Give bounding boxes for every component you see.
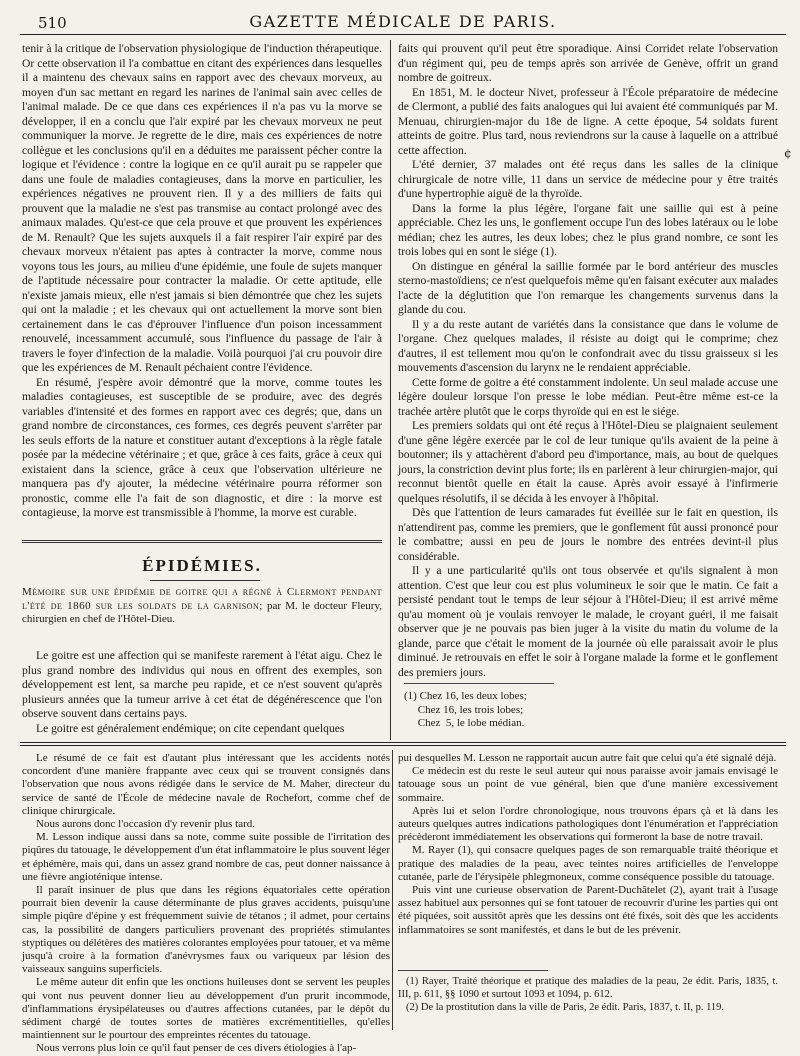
section-rule-top [22, 540, 382, 541]
feuilleton-left-column [22, 752, 390, 1056]
footnote-rule-lower [398, 970, 548, 971]
footnotes-upper [404, 690, 704, 731]
footnote: (2) De la prostitution dans la ville de Paris, 2e édit. Paris, 1837, t. II, p. 119. [406, 1002, 725, 1013]
paragraph: Après lui et selon l'ordre chronologique, nous trouvons épars çà et là dans les auteurs quelques autres indications pathologiques dont l'énumération et l'appréciation précèderont immédiatement les observations qui formeront la base de notre travail. [398, 804, 778, 844]
feuilleton-rule [20, 742, 786, 743]
running-title: GAZETTE MÉDICALE DE PARIS. [249, 12, 557, 31]
footnotes-lower [398, 975, 778, 1014]
paragraph: Il y a du reste autant de variétés dans la consistance que dans le volume de l'organe. Chez quelques malades, il résiste au doigt qui le comprime; chez d'autres, il est tellement mou qu'on le confondrait avec du tissu graisseux si les mouvements d'ascension du larynx ne le rendaient appréciable. [398, 317, 778, 374]
margin-mark: ¢ [784, 146, 792, 160]
paragraph: Il y a une particularité qu'ils ont tous observée et qu'ils signalent à mon attention. C'est que leur cou est plus volumineux le soir que le matin. Ce fait a persisté pendant tout le temps de leur séjour à l'Hôtel-Dieu; il est arrivé même qu'au moment où je voulais renvoyer le malade, le croyant guéri, il me faisait observer que je ne pouvais pas bien juger à la visite du matin du volume de la glande, parce que c'était le moment de la journée où elle paraissait avoir le plus diminué. Je retrouvais en effet le soir à l'organe malade la forme et le gonflement des premiers jours. [398, 564, 778, 679]
paragraph: Le goitre est généralement endémique; on cite cependant quelques [36, 721, 345, 735]
feuilleton-right-column [398, 752, 778, 937]
footnote: (1) Rayer, Traité théorique et pratique des maladies de la peau, 2e édit. Paris, 1835, t. III, p. 611, §§ 1090 et surtout 1093 et 1094, p. 612. [398, 976, 778, 1000]
paragraph: M. Lesson indique aussi dans sa note, comme suite possible de l'irritation des piqûres du tatouage, le développement d'un état inflammatoire le plus souvent léger et éphémère, mais qui, dans un assez grand nombre de cas, peut donner naissance à une fièvre angioténique intense. [22, 831, 390, 883]
paragraph: En 1851, M. le docteur Nivet, professeur à l'École préparatoire de médecine de Clermont, a publié des faits analogues qui lui avaient été communiqués par M. Menuau, chirurgien-major du 18e de ligne. A cette époque, 54 soldats furent atteints de goitre. Plus tard, nous reviendrons sur la cause à laquelle on a attribué cette affection. [398, 85, 778, 157]
left-column [22, 42, 382, 521]
paragraph: Nous verrons plus loin ce qu'il faut penser de ces divers étiologies à l'ap- [36, 1042, 357, 1055]
column-divider [390, 40, 391, 740]
paragraph: faits qui prouvent qu'il peut être sporadique. Ainsi Corridet relate l'observation d'un régiment qui, peu de temps après son arrivée de Genève, offrit un grand nombre de goitreux. [398, 42, 778, 84]
paragraph: tenir à la critique de l'observation physiologique de l'induction thérapeutique. Or cette observation il l'a combattue en citant des expériences dans lesquelles il a maintenu des chevaux sains en rapport avec des chevaux morveux, au moyen d'un sac mettant en regard les narines de l'animal sain avec celles de l'animal malade. De ce que dans ces expériences il n'a pas vu la morve se développer, il en a conclu que l'air expiré par les chevaux morveux ne peut communiquer la morve. Je regrette de le dire, mais ces expériences de notre collègue et les conclusions qu'il en a déduites me paraissent pécher contre la logique et l'évidence : contre la logique en ce qu'il aurait pu se rappeler que dans une foule de maladies contagieuses, dans la morve en particulier, les expériences négatives ne prouvent rien. Il y a des milliers de faits qui prouvent que la maladie ne s'est pas transmise au contact prolongé avec des animaux malades. Qu'est-ce que cela prouve et que prouvent les expériences de M. Renault? Que les sujets auxquels il a fait respirer l'air expiré par des chevaux morveux n'étaient pas aptes à contracter la morve, comme nous voyons tous les jours, au milieu d'une épidémie, une foule de sujets manquer de l'aptitude nécessaire pour contracter la maladie. Or cette aptitude, elle n'existe jamais mieux, elle n'est jamais si bien démontrée que chez les sujets qui ont la maladie ; et les chevaux qui ont actuellement la morve sont bien certainement dans le cas d'éprouver l'influence d'un poison incessamment renouvelé, incessamment accumulé, sous l'influence du passage de l'air à travers le foyer d'infection de la maladie. Voilà pourquoi j'ai cru pouvoir dire que les expériences de M. Renault péchaient contre l'évidence. [22, 42, 382, 374]
page-header [20, 8, 786, 35]
memoir-title-caps: Mémoire sur une épidémie de goitre qui a régné à Clermont pendant l'été de 1860 sur les soldats de la garnison; [22, 586, 382, 612]
section-rule-top-2 [22, 542, 382, 543]
page-number: 510 [38, 14, 67, 32]
paragraph: Le goitre est une affection qui se manifeste rarement à l'état aigu. Chez le plus grand nombre des individus qui nous en offrent des exemples, son développement est lent, sa marche peu rapide, et ce n'est souvent qu'après plusieurs années que la tumeur arrive à cet état de dégénérescence que l'on observe souvent dans certains pays. [22, 649, 382, 720]
paragraph: Puis vint une curieuse observation de Parent-Duchâtelet (2), ayant trait à l'usage assez habituel aux personnes qui se font tatouer de recouvrir d'urine les parties qui ont été piquées, soit aussitôt après que les dessins ont été fixés, soit dès que les accidents inflammatoires se sont manifestés, et dans le but de les prévenir. [398, 884, 778, 936]
paragraph: Les premiers soldats qui ont été reçus à l'Hôtel-Dieu se plaignaient seulement d'une gêne légère exercée par le col de leur tunique qu'ils avaient de la peine à boutonner; ils y attachèrent d'abord peu d'importance, mais, au bout de quelques jours, la constriction devint plus forte; ils en parlèrent à leur chirurgien-major, qui reconnut bientôt quelle en était la cause. Après avoir essayé à l'infirmerie quelques résolutifs, il se décida à les envoyer à l'hôpital. [398, 419, 778, 505]
footnote-line: Chez 16, les trois lobes; [404, 703, 524, 716]
paragraph: Nous aurons donc l'occasion d'y revenir plus tard. [36, 818, 256, 831]
paragraph: M. Rayer (1), qui consacre quelques pages de son remarquable traité théorique et pratique des maladies de la peau, avec teintes noires artificielles de l'enveloppe cutanée, parle de l'érysipèle phlegmoneux, comme conséquence possible du tatouage. [398, 844, 778, 883]
feuilleton-rule-2 [20, 745, 786, 746]
paragraph: Ce médecin est du reste le seul auteur qui nous paraisse avoir jamais envisagé le tatouage sous un point de vue général, bien que d'une manière excessivement sommaire. [398, 765, 778, 804]
paragraph: Dans la forme la plus légère, l'organe fait une saillie qui est à peine appréciable. Chez les uns, le gonflement occupe l'un des lobes latéraux ou le lobe médian; chez les autres, les deux lobes; chez le plus grand nombre, ce sont les trois lobes qui en sont le siége (1). [398, 201, 778, 258]
memoir-title [22, 586, 382, 627]
paragraph: Cette forme de goitre a été constamment indolente. Un seul malade accuse une légère douleur lorsque l'on presse le lobe médian. Peut-être même est-ce la trachée artère plutôt que le corps thyroïde qui en est le siége. [398, 375, 778, 418]
footnote-line: Chez 5, le lobe médian. [404, 717, 525, 729]
paragraph: Il paraît insinuer de plus que dans les régions équatoriales cette opération pourrait bien devenir la cause déterminante de plus graves accidents, puisqu'une simple piqûre d'épine y est fréquemment suivie de tétanos ; il admet, pour certains cas, la possibilité de dangers particuliers provenant des propriétés stimulantes styptiques ou délétères des matières colorantes employées pour tatouer, et va même jusqu'à croire à la formation d'anévrysmes faux ou variqueux par lésion des vaisseaux sanguins superficiels. [22, 884, 390, 976]
footnote-line: (1) Chez 16, les deux lobes; [404, 690, 527, 702]
memoir-body [22, 649, 382, 736]
paragraph: Dès que l'attention de leurs camarades fut éveillée sur le fait en question, ils n'attendirent pas, comme les premiers, que le gonflement fût aussi prononcé pour le combattre; aussi en peu de jours le nombre des entrées devint-il plus considérable. [398, 506, 778, 563]
memoir-title-author: par M. le docteur Fleury, chirurgien en chef de l'Hôtel-Dieu. [22, 599, 382, 625]
paragraph: pui desquelles M. Lesson ne rapportait aucun autre fait que celui qu'a été signalé déjà. [398, 752, 777, 764]
right-column [398, 42, 778, 680]
paragraph: On distingue en général la saillie formée par le bord antérieur des muscles sterno-mastoïdiens; ce n'est quelquefois même qu'en faisant exécuter aux malades l'acte de la déglutition que l'on remarque les changements survenus dans la glande du cou. [398, 259, 778, 316]
feuilleton-column-divider [392, 750, 393, 1030]
paragraph: Le résumé de ce fait est d'autant plus intéressant que les accidents notés concordent d'une manière frappante avec ceux qui se trouvent consignés dans l'observation que nous avons rédigée dans le service de M. Maher, directeur du service de santé de l'École de médecine navale de Rochefort, comme chef de clinique chirurgicale. [22, 752, 390, 817]
paragraph: En résumé, j'espère avoir démontré que la morve, comme toutes les maladies contagieuses, est susceptible de se produire, avec des degrés variables d'intensité et des formes en rapport avec ces degrés; que, dans un grand nombre de circonstances, ces formes, ces degrés peuvent s'arrêter par les seuls efforts de la nature et constituer autant d'exceptions à la règle fatale posée par la médecine vétérinaire ; et que, grâce à ces faits, grâce à ceux qui existaient dans la science, grâce à ceux que l'observation ultérieure ne manquera pas d'y ajouter, la médecine vétérinaire pourra réformer son pronostic, comme elle l'a fait de son diagnostic, et dire : la morve est contagieuse, la morve est transmissible à l'homme, la morve est curable. [22, 375, 382, 519]
paragraph: L'été dernier, 37 malades ont été reçus dans les salles de la clinique chirurgicale de notre ville, 11 dans un service de médecine pour y être traités d'une hypertrophie aiguë de la thyroïde. [398, 158, 778, 200]
footnote-rule [404, 683, 554, 684]
section-title-epidemies: ÉPIDÉMIES. [142, 556, 262, 575]
paragraph: Le même auteur dit enfin que les onctions huileuses dont se servent les peuples qui vont nus peuvent donner lieu au développement d'un prurit incommode, d'inflammations érysipélateuses ou d'autres affections cutanées, par le dépôt du sédiment chargé de toutes sortes de matières excrémentitielles, qu'elles maintiennent sur le pourtour des empreintes récentes du tatouage. [22, 976, 390, 1042]
section-title-underline [150, 580, 260, 581]
